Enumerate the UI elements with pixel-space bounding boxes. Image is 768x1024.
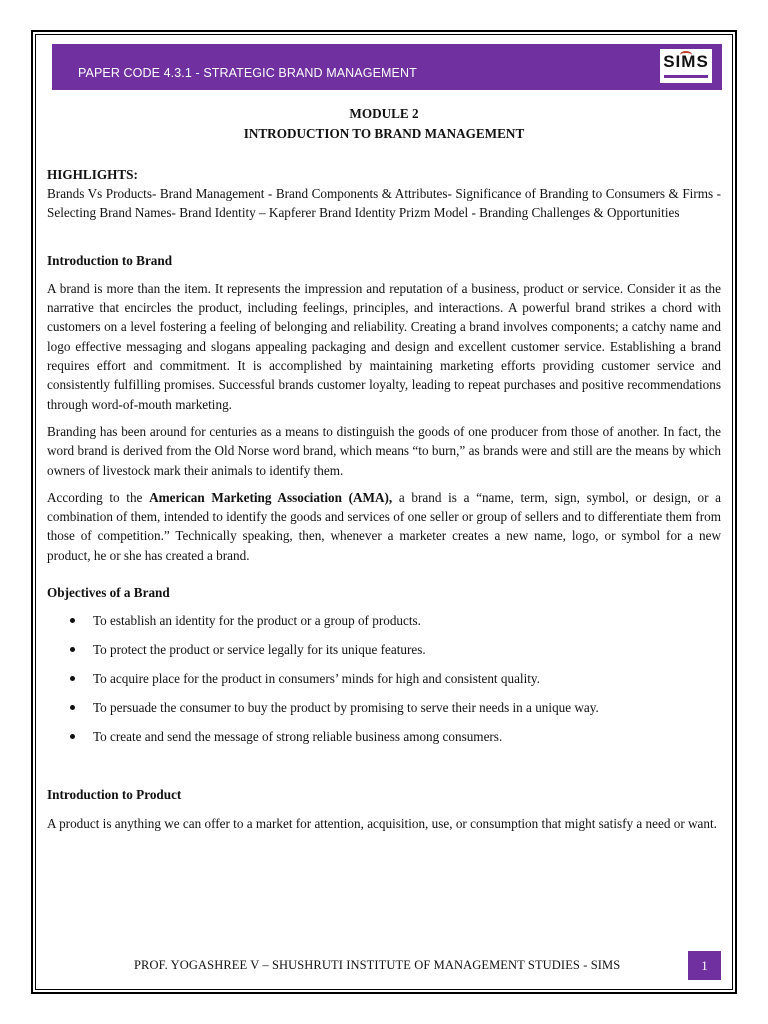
footer-author: PROF. YOGASHREE V – SHUSHRUTI INSTITUTE OF MANAGEMENT STUDIES - SIMS [134,958,621,972]
intro-brand-paragraph-1: A brand is more than the item. It represents the impression and reputation of a business, product or service. Consider it as the narrative that encircles the product, including feelings, principles, and interactions. A powerful brand strikes a chord with customers on a level fostering a feeling of belonging and reliability. Creating a brand involves components; a catchy name and logo effective messaging and slogans appealing packaging and design and excellent customer service. Establishing a brand requires effort and commitment. It is accomplished by maintaining marketing efforts providing customer service and consistently fulfilling promises. Successful brands customer loyalty, leading to repeat purchases and positive recommendations through word-of-mouth marketing. [47,280,721,412]
list-item [47,698,721,727]
objective-text: To persuade the consumer to buy the product by promising to serve their needs in a unique way. [93,700,599,716]
intro-product-heading: Introduction to Product [47,787,182,803]
ama-definition-text: a brand is a “name, term, sign, symbol, or design, or a combination of them, intended to identify the goods and services of one seller or group of sellers and to differentiate them from those of competition.” Technically speaking, then, whenever a marketer creates a new name, logo, or symbol for a new product, he or she has created a brand. [47,489,721,563]
intro-brand-heading: Introduction to Brand [47,252,173,268]
highlights-heading: HIGHLIGHTS: [47,167,138,182]
bullet-icon [70,676,75,681]
highlights-text: Brands Vs Products- Brand Management - Brand Components & Attributes- Significance of Branding to Consumers & Firms - Selecting Brand Names- Brand Identity – Kapferer Brand Identity Prizm Model - Branding Challenges & Opportunities [47,186,721,221]
bullet-icon [70,734,75,739]
ama-lead-text: According to the [47,489,150,505]
list-item [47,611,721,640]
logo-underline [664,75,708,78]
bullet-icon [70,647,75,652]
list-item [47,640,721,669]
intro-product-paragraph: A product is anything we can offer to a market for attention, acquisition, use, or consumption that might satisfy a need or want. [47,815,717,831]
objective-text: To protect the product or service legally for its unique features. [93,642,426,658]
logo-text: SIMS [663,52,709,71]
header-banner [52,44,722,90]
paper-code-title: PAPER CODE 4.3.1 - STRATEGIC BRAND MANAGEMENT [78,66,417,80]
objective-text: To acquire place for the product in consumers’ minds for high and consistent quality. [93,671,540,687]
bullet-icon [70,618,75,623]
intro-brand-paragraph-2: Branding has been around for centuries as a means to distinguish the goods of one producer from those of another. In fact, the word brand is derived from the Old Norse word brand, which means “to burn,” as brands were and still are the means by which owners of livestock mark their animals to identify them. [47,423,721,478]
module-number: MODULE 2 [349,106,419,121]
page-number: 1 [688,951,721,980]
objectives-list [47,611,721,756]
document-body [47,104,721,841]
objective-text: To establish an identity for the product or a group of products. [93,613,421,629]
ama-bold-text: American Marketing Association (AMA), [149,489,393,505]
bullet-icon [70,705,75,710]
objective-text: To create and send the message of strong reliable business among consumers. [93,729,503,745]
intro-brand-paragraph-3 [47,488,721,565]
list-item [47,669,721,698]
sims-logo [660,49,712,83]
list-item [47,727,721,756]
module-title: INTRODUCTION TO BRAND MANAGEMENT [243,125,525,141]
objectives-heading: Objectives of a Brand [47,585,170,601]
